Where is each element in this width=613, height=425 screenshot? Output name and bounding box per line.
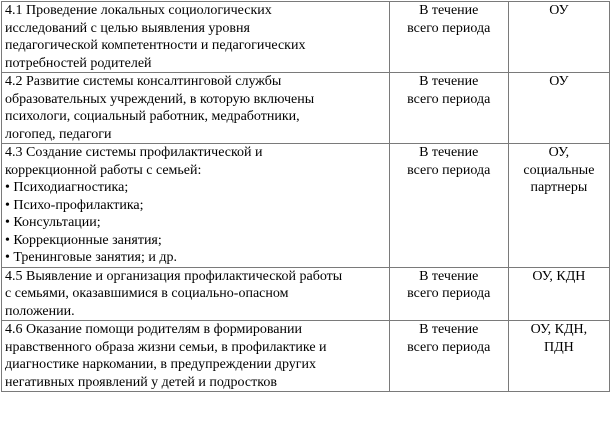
responsible-text: ПДН [544,339,574,355]
task-text: коррекционной работы с семьей: [5,162,202,178]
responsible-text: ОУ [549,74,569,89]
task-cell [2,144,390,268]
term-cell [389,73,508,144]
task-text: 4.6 Оказание помощи родителям в формировании [5,322,302,337]
term-text: всего периода [407,20,491,36]
task-text: педагогической компетентности и педагогических [5,38,306,53]
bullet-item: • Психо-профилактика; [5,197,144,213]
task-text: исследований с целью выявления уровня [5,20,250,36]
term-text: всего периода [407,339,491,355]
responsible-text: партнеры [530,180,588,195]
term-cell [389,2,508,73]
responsible-cell [508,144,609,268]
bullet-item: • Психодиагностика; [5,180,129,195]
table-row [2,267,610,321]
term-text: В течение [419,3,479,18]
task-text: положении. [5,303,75,319]
responsible-text: социальные [523,162,595,178]
table-row [2,321,610,392]
term-text: всего периода [407,162,491,178]
task-text: логопед, педагоги [5,126,112,142]
term-cell [389,267,508,321]
task-text: 4.1 Проведение локальных социологических [5,3,272,18]
task-text: 4.5 Выявление и организация профилактической работы [5,268,343,284]
term-text: всего периода [407,91,491,107]
term-text: В течение [419,74,479,89]
task-text: образовательных учреждений, в которую включены [5,91,315,107]
task-text: 4.2 Развитие системы консалтинговой службы [5,74,282,89]
task-cell [2,267,390,321]
responsible-cell [508,321,609,392]
term-text: всего периода [407,286,491,301]
task-text: негативных проявлений у детей и подростков [5,374,277,390]
task-text: диагностике наркомании, в предупреждении других [5,357,317,372]
table-row [2,144,610,268]
responsible-text: ОУ, КДН, [530,322,588,337]
responsible-cell [508,267,609,321]
plan-table [1,1,610,392]
task-cell [2,2,390,73]
task-text: психологи, социальный работник, медработники, [5,109,300,124]
bullet-item: • Коррекционные занятия; [5,232,162,248]
term-text: В течение [419,145,479,160]
term-text: В течение [419,322,479,337]
task-text: с семьями, оказавшимися в социально-опасном [5,286,289,301]
task-text: нравственного образа жизни семьи, в профилактике и [5,339,327,355]
task-text: 4.3 Создание системы профилактической и [5,145,263,160]
responsible-text: ОУ, КДН [532,268,586,284]
task-cell [2,321,390,392]
bullet-item: • Консультации; [5,215,101,230]
task-cell [2,73,390,144]
term-cell [389,321,508,392]
bullet-item: • Тренинговые занятия; и др. [5,250,177,265]
table-row [2,73,610,144]
term-cell [389,144,508,268]
responsible-text: ОУ, [548,145,570,160]
table-row [2,2,610,73]
responsible-cell [508,2,609,73]
responsible-cell [508,73,609,144]
task-text: потребностей родителей [5,55,152,71]
responsible-text: ОУ [549,3,569,18]
term-text: В течение [419,268,479,284]
